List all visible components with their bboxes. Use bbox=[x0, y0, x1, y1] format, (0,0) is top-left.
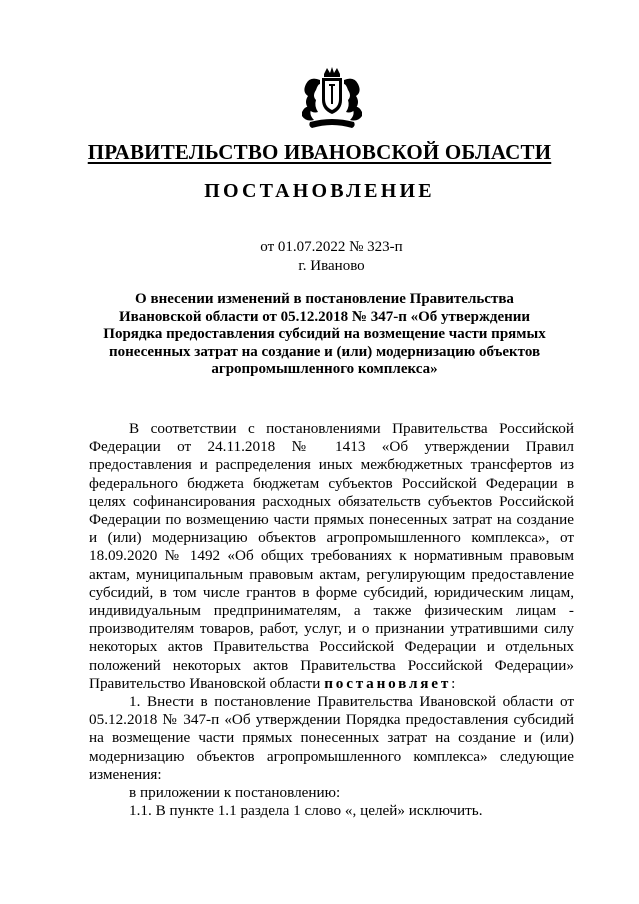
preamble-paragraph bbox=[89, 420, 574, 693]
item-1: 1. Внести в постановление Правительства Ивановской области от 05.12.2018 № 347-п «Об утверждении Порядка предоставления субсидий на возмещение части прямых понесенных затрат на создание и (или) модернизацию объектов агропромышленного комплекса» следующие изменения: bbox=[89, 693, 574, 783]
city: г. Иваново bbox=[298, 258, 365, 274]
government-title: ПРАВИТЕЛЬСТВО ИВАНОВСКОЙ ОБЛАСТИ bbox=[87, 140, 552, 164]
decree-colon: : bbox=[451, 674, 456, 692]
coat-of-arms-icon bbox=[296, 66, 368, 130]
item-1-1: 1.1. В пункте 1.1 раздела 1 слово «, целей» исключить. bbox=[129, 802, 483, 820]
document-subject: О внесении изменений в постановление Правительства Ивановской области от 05.12.2018 № 347-п «Об утверждении Порядка предоставления субсидий на возмещение части прямых понесенных затрат на создание и (или) модернизацию объектов агропромышленного комплекса» bbox=[103, 291, 546, 378]
decree-word: постановляет bbox=[324, 674, 452, 692]
document-body bbox=[89, 420, 574, 820]
item-1-sub: в приложении к постановлению: bbox=[129, 784, 341, 802]
document-type: ПОСТАНОВЛЕНИЕ bbox=[204, 180, 435, 202]
date-number: от 01.07.2022 № 323-п bbox=[260, 239, 403, 255]
preamble-text: В соответствии с постановлениями Правительства Российской Федерации от 24.11.2018 № 1413 «Об утверждении Правил предоставления и распределения иных межбюджетных трансфертов из федерального бюджета бюджетам субъектов Российской Федерации в целях софинансирования расходных обязательств субъектов Российской Федерации по возмещению части прямых понесенных затрат на создание и (или) модернизацию объектов агропромышленного комплекса», от 18.09.2020 № 1492 «Об общих требованиях к нормативным правовым актам, муниципальным правовым актам, регулирующим предоставление субсидий, в том числе грантов в форме субсидий, юридическим лицам, индивидуальным предпринимателям, а также физическим лицам - производителям товаров, работ, услуг, и о признании утратившими силу некоторых актов Правительства Российской Федерации и отдельных положений некоторых актов Правительства Российской Федерации» Правительство Ивановской области bbox=[89, 420, 574, 692]
